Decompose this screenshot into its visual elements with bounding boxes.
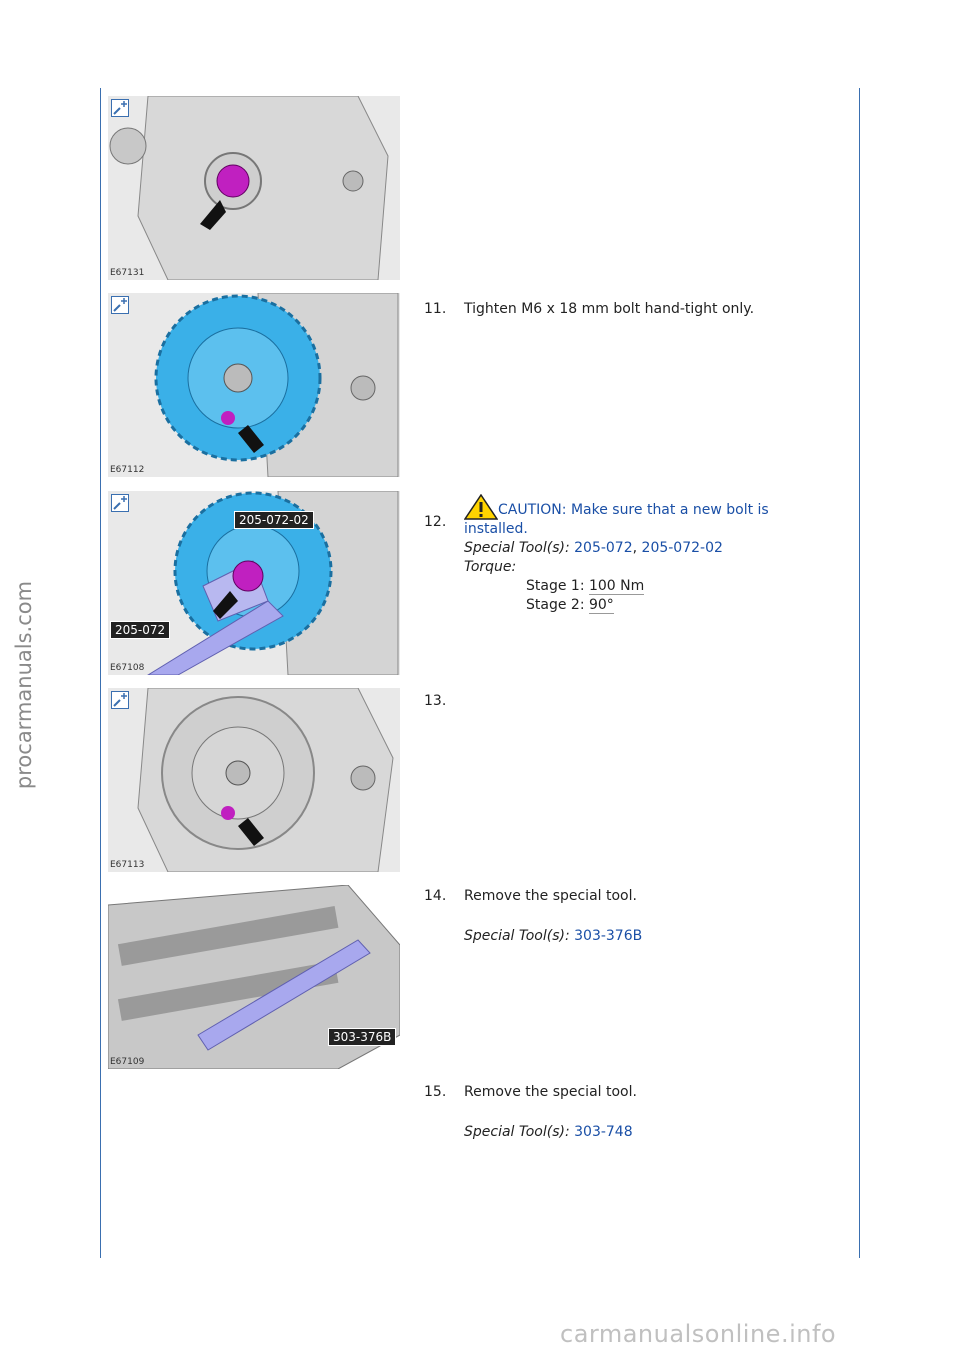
zoom-icon[interactable] xyxy=(111,691,129,709)
caution-text: CAUTION: Make sure that a new bolt is installed. xyxy=(464,502,769,537)
step-number: 13. xyxy=(424,693,447,709)
sprocket-illustration xyxy=(108,293,400,477)
stage-value: 100 Nm xyxy=(588,578,645,594)
step-text: Remove the special tool. xyxy=(464,1084,637,1100)
zoom-icon[interactable] xyxy=(111,296,129,314)
figure-e67112 xyxy=(108,293,400,477)
warning-icon xyxy=(464,494,498,520)
right-margin-rule xyxy=(859,88,860,1258)
stage-label: Stage 2: xyxy=(526,597,585,613)
figure-e67108 xyxy=(108,491,400,675)
side-watermark: procarmanuals.com xyxy=(12,580,36,790)
tool-callout-label: 303-376B xyxy=(328,1028,396,1046)
zoom-icon[interactable] xyxy=(111,99,129,117)
figure-e67113 xyxy=(108,688,400,872)
zoom-icon[interactable] xyxy=(111,494,129,512)
step-number: 11. xyxy=(424,301,447,317)
left-margin-rule xyxy=(100,88,101,1258)
step-text: Tighten M6 x 18 mm bolt hand-tight only. xyxy=(464,301,755,317)
pulley-illustration xyxy=(108,688,400,872)
tool-separator: , xyxy=(632,540,638,556)
tool-callout-label: 205-072 xyxy=(110,621,170,639)
tool-link[interactable]: 303-376B xyxy=(574,928,643,944)
figure-e67131 xyxy=(108,96,400,280)
tool-callout-label: 205-072-02 xyxy=(234,511,314,529)
engine-cover-illustration xyxy=(108,96,400,280)
figure-code: E67113 xyxy=(110,860,145,870)
stage-value: 90° xyxy=(588,597,614,613)
step-number: 14. xyxy=(424,888,447,904)
special-tools-label: Special Tool(s): xyxy=(464,1124,570,1140)
tool-link[interactable]: 205-072-02 xyxy=(641,540,723,556)
torque-label: Torque: xyxy=(464,559,517,575)
stage-label: Stage 1: xyxy=(526,578,585,594)
figure-code: E67109 xyxy=(110,1057,145,1067)
special-tools-label: Special Tool(s): xyxy=(464,540,570,556)
figure-code: E67131 xyxy=(110,268,145,278)
step-text: Remove the special tool. xyxy=(464,888,637,904)
figure-e67109 xyxy=(108,885,400,1069)
figure-code: E67112 xyxy=(110,465,145,475)
figure-code: E67108 xyxy=(110,663,145,673)
step-number: 15. xyxy=(424,1084,447,1100)
special-tools-label: Special Tool(s): xyxy=(464,928,570,944)
footer-watermark: carmanualsonline.info xyxy=(560,1320,837,1348)
step-number: 12. xyxy=(424,514,447,530)
tool-link[interactable]: 205-072 xyxy=(574,540,633,556)
tool-link[interactable]: 303-748 xyxy=(574,1124,633,1140)
